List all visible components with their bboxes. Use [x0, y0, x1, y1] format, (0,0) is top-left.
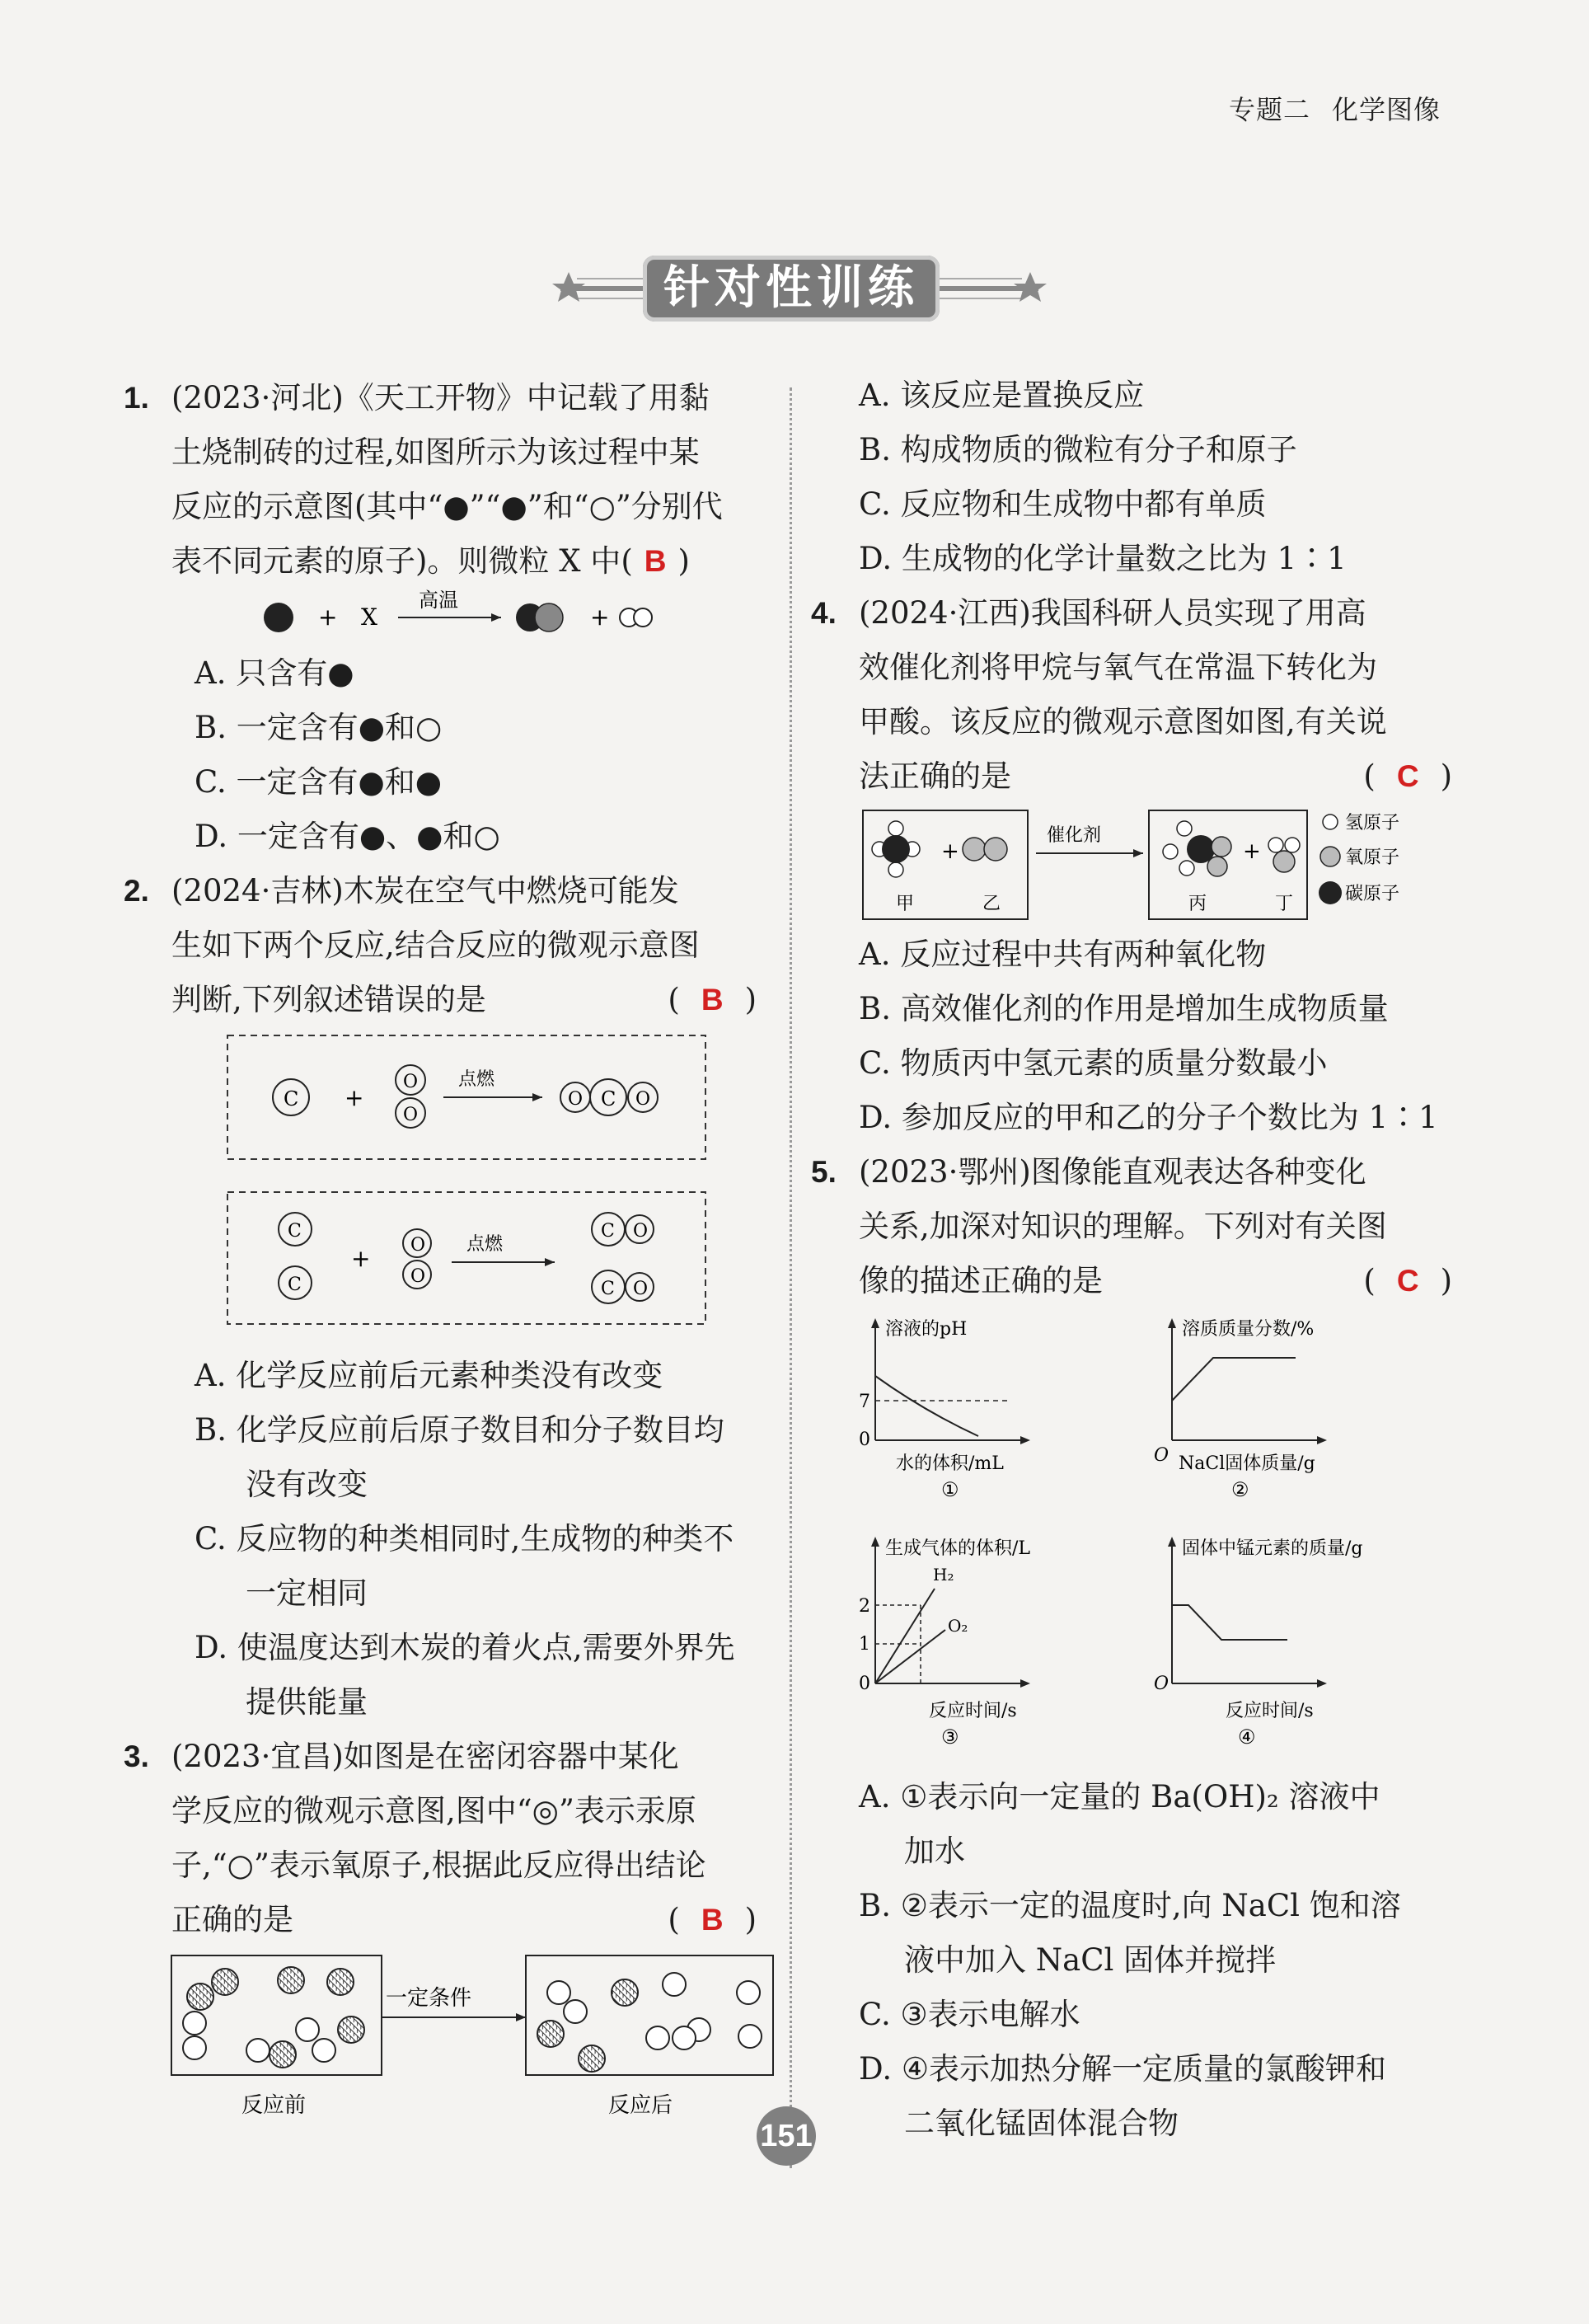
svg-text:O₂: O₂: [948, 1616, 968, 1636]
option-d: D. 使温度达到木炭的着火点,需要外界先: [195, 1630, 735, 1665]
svg-text:0: 0: [859, 1674, 870, 1694]
header-topic: 专题二: [1228, 94, 1310, 125]
question-text-line: 判断,下列叙述错误的是 ( B ): [171, 982, 757, 1017]
option-d-cont: 提供能量: [246, 1684, 368, 1720]
question-number: 1.: [124, 381, 149, 415]
option-b-cont: 没有改变: [246, 1467, 368, 1502]
svg-text:0: 0: [859, 1430, 870, 1450]
question-text-line: (2023·河北)《天工开物》中记载了用黏: [171, 380, 710, 416]
svg-text:O: O: [633, 1279, 649, 1299]
svg-text:O: O: [633, 1221, 649, 1242]
option-b: B. 化学反应前后原子数目和分子数目均: [195, 1412, 724, 1448]
svg-text:O: O: [403, 1072, 419, 1092]
question-text-line: (2024·吉林)木炭在空气中燃烧可能发: [171, 873, 679, 908]
svg-text:C: C: [284, 1087, 299, 1110]
question-number: 2.: [124, 874, 149, 908]
option-b: B. 构成物质的微粒有分子和原子: [859, 432, 1297, 467]
option-c: C. 物质丙中氢元素的质量分数最小: [859, 1045, 1328, 1081]
question-text-line: 土烧制砖的过程,如图所示为该过程中某: [171, 434, 700, 470]
svg-text:反应时间/s: 反应时间/s: [929, 1701, 1017, 1721]
question-text-line: (2024·江西)我国科研人员实现了用高: [859, 595, 1366, 631]
svg-text:NaCl固体质量/g: NaCl固体质量/g: [1179, 1453, 1315, 1474]
before-label: 反应前: [241, 2093, 307, 2118]
svg-text:固体中锰元素的质量/g: 固体中锰元素的质量/g: [1182, 1538, 1363, 1559]
option-c-cont: 一定相同: [246, 1575, 368, 1611]
svg-text:O: O: [1154, 1674, 1169, 1694]
svg-text:C: C: [288, 1221, 302, 1242]
question-text-line: 正确的是 ( B ): [171, 1902, 757, 1937]
header-title: 化学图像: [1331, 94, 1441, 125]
svg-text:①: ①: [941, 1478, 959, 1501]
graph-4: [1154, 1537, 1363, 1749]
question-text-line: 生如下两个反应,结合反应的微观示意图: [171, 927, 700, 963]
answer: B: [701, 1903, 724, 1937]
graphs-figure: [859, 1308, 1452, 1770]
graph-3: [859, 1537, 1030, 1749]
after-label: 反应后: [608, 2093, 673, 2118]
option-d-cont: 二氧化锰固体混合物: [904, 2106, 1179, 2141]
option-a: A. 只含有●: [195, 655, 354, 691]
svg-text:O: O: [1154, 1445, 1169, 1466]
svg-text:O: O: [403, 1105, 419, 1125]
svg-text:点燃: 点燃: [466, 1234, 504, 1255]
svg-text:甲: 甲: [896, 894, 915, 914]
svg-text:+: +: [1243, 839, 1261, 864]
right-column: [811, 369, 1452, 2151]
question-text-line: (2023·鄂州)图像能直观表达各种变化: [859, 1154, 1366, 1190]
question-1: [124, 371, 757, 864]
option-a: A. 该反应是置换反应: [859, 378, 1145, 413]
option-d: D. 一定含有●、●和○: [195, 819, 500, 854]
graph-1: [859, 1318, 1030, 1501]
option-a-cont: 加水: [904, 1833, 965, 1869]
option-b: B. ②表示一定的温度时,向 NaCl 饱和溶: [859, 1888, 1401, 1923]
question-number: 4.: [811, 596, 837, 630]
reaction-condition: 催化剂: [1047, 825, 1102, 846]
svg-text:反应时间/s: 反应时间/s: [1226, 1701, 1314, 1721]
option-c: C. 反应物和生成物中都有单质: [859, 486, 1267, 522]
svg-text:O: O: [410, 1235, 426, 1256]
option-c: C. ③表示电解水: [859, 1997, 1080, 2032]
svg-text:O: O: [568, 1089, 584, 1110]
question-text-line: 子,“○”表示氧原子,根据此反应得出结论: [171, 1847, 706, 1883]
svg-text:C: C: [601, 1279, 615, 1299]
page-number: 151: [757, 2106, 816, 2166]
question-text-line: 表不同元素的原子)。则微粒 X 中( B ): [171, 543, 690, 579]
svg-text:丙: 丙: [1188, 894, 1207, 914]
legend-hydrogen: 氢原子: [1345, 813, 1400, 833]
svg-text:溶液的pH: 溶液的pH: [885, 1319, 968, 1340]
svg-text:④: ④: [1238, 1725, 1256, 1749]
question-text-line: 像的描述正确的是 ( C ): [859, 1263, 1452, 1298]
svg-text:+: +: [590, 603, 610, 631]
svg-text:O: O: [410, 1266, 426, 1287]
svg-text:7: 7: [859, 1392, 870, 1412]
particle-x-label: X: [361, 603, 377, 631]
option-a: A. 反应过程中共有两种氧化物: [859, 937, 1267, 972]
svg-text:生成气体的体积/L: 生成气体的体积/L: [885, 1538, 1031, 1559]
reaction-condition: 一定条件: [386, 1986, 472, 2011]
question-2: [124, 864, 757, 1730]
svg-text:乙: 乙: [982, 894, 1001, 914]
answer: C: [1396, 1264, 1419, 1298]
question-text-line: 反应的示意图(其中“●”“●”和“○”分别代: [171, 489, 723, 524]
question-4: [811, 586, 1452, 1145]
svg-text:+: +: [345, 1084, 364, 1111]
svg-text:H₂: H₂: [933, 1565, 954, 1585]
left-column: [124, 371, 757, 2137]
svg-text:C: C: [601, 1087, 616, 1110]
column-divider: [790, 387, 792, 2168]
graph-2: [1154, 1318, 1327, 1501]
svg-text:丁: 丁: [1275, 894, 1294, 914]
plus-sign: +: [318, 603, 338, 631]
question-number: 5.: [811, 1155, 837, 1189]
question-text-line: 学反应的微观示意图,图中“◎”表示汞原: [171, 1793, 696, 1829]
svg-text:溶质质量分数/%: 溶质质量分数/%: [1182, 1319, 1315, 1340]
option-c: C. 反应物的种类相同时,生成物的种类不: [195, 1521, 734, 1556]
svg-text:C: C: [601, 1221, 615, 1242]
option-a: A. 化学反应前后元素种类没有改变: [195, 1358, 663, 1393]
question-text-line: 甲酸。该反应的微观示意图如图,有关说: [859, 704, 1387, 739]
reaction-condition: 高温: [419, 589, 458, 612]
option-d: D. ④表示加热分解一定质量的氯酸钾和: [859, 2051, 1387, 2087]
svg-text:水的体积/mL: 水的体积/mL: [896, 1453, 1004, 1474]
reaction-diagram: [171, 1027, 757, 1349]
svg-text:2: 2: [859, 1596, 870, 1617]
question-5: [811, 1145, 1452, 2151]
answer: C: [1396, 759, 1419, 793]
reaction-diagram: [859, 804, 1452, 927]
page-header: [1207, 89, 1441, 127]
option-c: C. 一定含有●和●: [195, 764, 443, 800]
svg-text:②: ②: [1231, 1478, 1249, 1501]
legend-oxygen: 氧原子: [1345, 847, 1400, 868]
svg-text:C: C: [288, 1275, 302, 1295]
question-3-options: [859, 369, 1452, 586]
option-d: D. 生成物的化学计量数之比为 1∶1: [859, 541, 1347, 576]
svg-text:+: +: [351, 1245, 371, 1272]
option-b: B. 高效催化剂的作用是增加生成物质量: [859, 991, 1389, 1026]
question-text-line: 效催化剂将甲烷与氧气在常温下转化为: [859, 650, 1377, 685]
question-text-line: 法正确的是 ( C ): [859, 758, 1452, 794]
svg-text:1: 1: [859, 1634, 870, 1655]
option-b-cont: 液中加入 NaCl 固体并搅拌: [904, 1942, 1277, 1978]
reaction-diagram: [254, 589, 831, 646]
svg-text:点燃: 点燃: [458, 1069, 495, 1090]
question-3: [124, 1730, 757, 2137]
svg-text:O: O: [635, 1089, 651, 1110]
svg-text:+: +: [941, 839, 959, 864]
svg-text:③: ③: [941, 1725, 959, 1749]
answer: B: [644, 544, 667, 578]
question-text-line: (2023·宜昌)如图是在密闭容器中某化: [171, 1739, 679, 1774]
question-number: 3.: [124, 1739, 149, 1773]
question-text-line: 关系,加深对知识的理解。下列对有关图: [859, 1209, 1387, 1244]
option-b: B. 一定含有●和○: [195, 710, 443, 745]
answer: B: [701, 983, 724, 1016]
option-d: D. 参加反应的甲和乙的分子个数比为 1∶1: [859, 1100, 1438, 1135]
banner-title: 针对性训练: [643, 256, 940, 322]
legend-carbon: 碳原子: [1345, 884, 1400, 904]
reaction-diagram: [163, 1947, 790, 2137]
option-a: A. ①表示向一定量的 Ba(OH)₂ 溶液中: [859, 1779, 1380, 1815]
